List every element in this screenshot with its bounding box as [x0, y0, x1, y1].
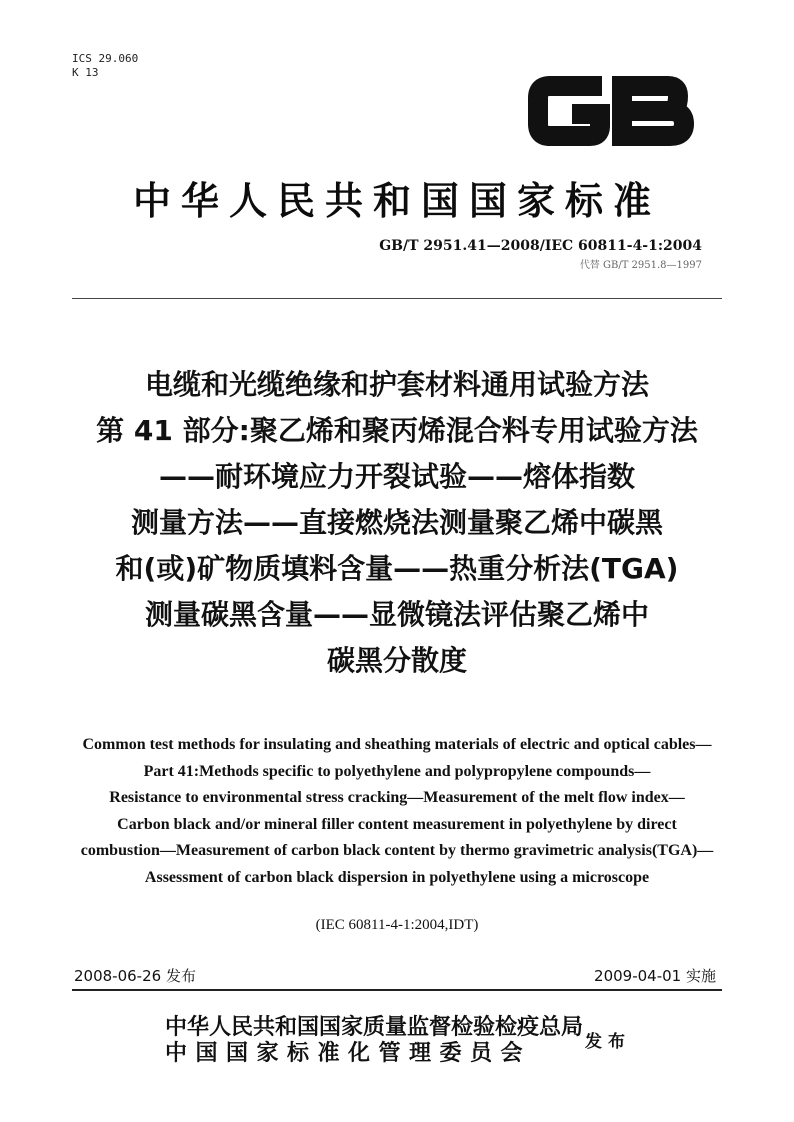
iec-equivalence: (IEC 60811-4-1:2004,IDT)	[315, 917, 479, 933]
cn-title-line: 第 41 部分:聚乙烯和聚丙烯混合料专用试验方法	[96, 414, 698, 447]
publish-label: 发布	[585, 1032, 631, 1052]
ccs-code: K 13	[72, 66, 99, 79]
cn-title-line: 碳黑分散度	[326, 644, 467, 677]
gb-logo-graphic	[520, 66, 700, 156]
ics-code: ICS 29.060	[72, 52, 139, 65]
en-title-line: Part 41:Methods specific to polyethylene and polypropylene compounds—	[143, 762, 651, 780]
issuer-aqsiq: 中华人民共和国国家质量监督检验检疫总局	[165, 1014, 584, 1040]
cn-title-line: 电缆和光缆绝缘和护套材料通用试验方法	[144, 368, 649, 401]
standard-number: GB/T 2951.41—2008/IEC 60811-4-1:2004	[379, 238, 702, 254]
en-title-line: Common test methods for insulating and sheathing materials of electric and optical cables—	[82, 736, 712, 753]
cn-title-line: 测量碳黑含量——显微镜法评估聚乙烯中	[144, 598, 649, 631]
en-title-line: Assessment of carbon black dispersion in polyethylene using a microscope	[144, 868, 650, 886]
top-divider	[72, 298, 722, 299]
gb-logo	[520, 66, 700, 160]
implementation-date: 2009-04-01 实施	[594, 967, 716, 985]
en-title-line: combustion—Measurement of carbon black content by thermo gravimetric analysis(TGA)—	[80, 842, 714, 859]
issuing-authorities	[165, 1014, 583, 1066]
en-title-line: Carbon black and/or mineral filler content measurement in polyethylene by direct	[117, 815, 677, 833]
issuer-sac: 中国国家标准化管理委员会	[165, 1040, 532, 1066]
english-title	[40, 732, 754, 891]
cn-title-line: ——耐环境应力开裂试验——熔体指数	[158, 460, 635, 493]
chinese-title	[40, 362, 754, 684]
replaces-standard: 代替 GB/T 2951.8—1997	[579, 260, 702, 271]
national-standard-title: 中华人民共和国国家标准	[132, 178, 661, 223]
issue-date: 2008-06-26 发布	[74, 967, 196, 985]
en-title-line: Resistance to environmental stress cracking—Measurement of the melt flow index—	[109, 789, 685, 806]
cn-title-line: 和(或)矿物质填料含量——热重分析法(TGA)	[115, 552, 679, 585]
bottom-divider	[72, 989, 722, 991]
classification-codes	[72, 52, 138, 80]
cn-title-line: 测量方法——直接燃烧法测量聚乙烯中碳黑	[130, 506, 663, 539]
